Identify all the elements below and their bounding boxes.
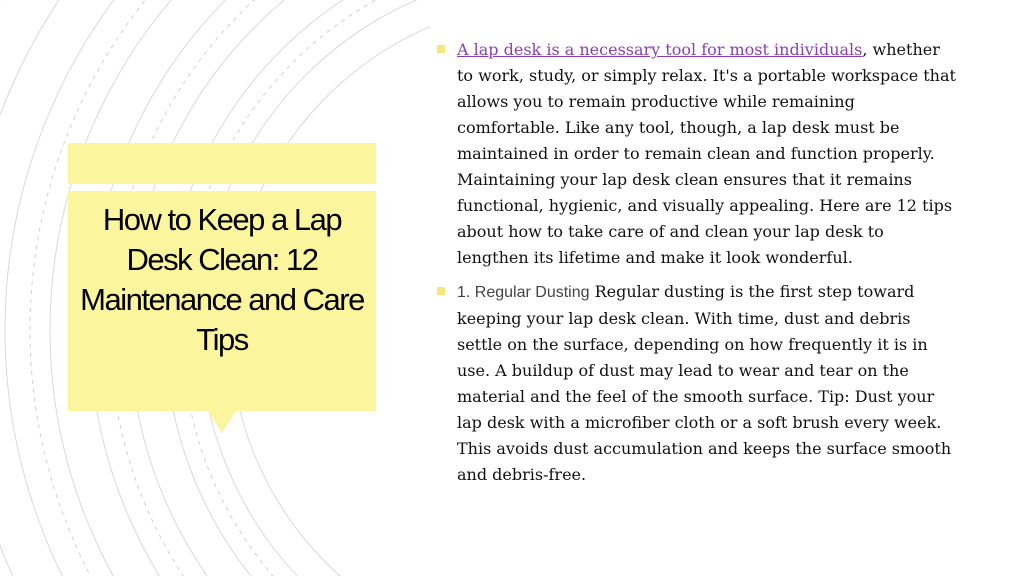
intro-link[interactable]: A lap desk is a necessary tool for most individuals bbox=[457, 40, 863, 59]
title-accent-bar bbox=[68, 143, 376, 184]
tip-text: Regular dusting is the first step toward keeping your lap desk clean. With time, dust and debris settle on the surface, depending on how frequently it is in use. A buildup of dust may lead to wear and tear on the material and the feel of the smooth surface. Tip: Dust your lap desk with a microfiber cloth or a soft brush every week. This avoids dust accumulation and keeps the surface smooth and debris-free. bbox=[457, 282, 952, 484]
list-item bbox=[437, 37, 957, 271]
intro-text: , whether to work, study, or simply relax. It's a portable workspace that allows you to remain productive while remaining comfortable. Like any tool, though, a lap desk must be maintained in order to remain clean and function properly. Maintaining your lap desk clean ensures that it remains functional, hygienic, and visually appealing. Here are 12 tips about how to take care of and clean your lap desk to lengthen its lifetime and make it look wonderful. bbox=[457, 40, 956, 267]
callout-pointer bbox=[208, 411, 236, 433]
tip-label: 1. Regular Dusting bbox=[457, 284, 590, 301]
bullet-icon bbox=[437, 287, 445, 295]
bullet-icon bbox=[437, 45, 445, 53]
body-content bbox=[437, 37, 957, 496]
list-item bbox=[437, 279, 957, 488]
page-title: How to Keep a Lap Desk Clean: 12 Maintenance and Care Tips bbox=[80, 202, 364, 357]
